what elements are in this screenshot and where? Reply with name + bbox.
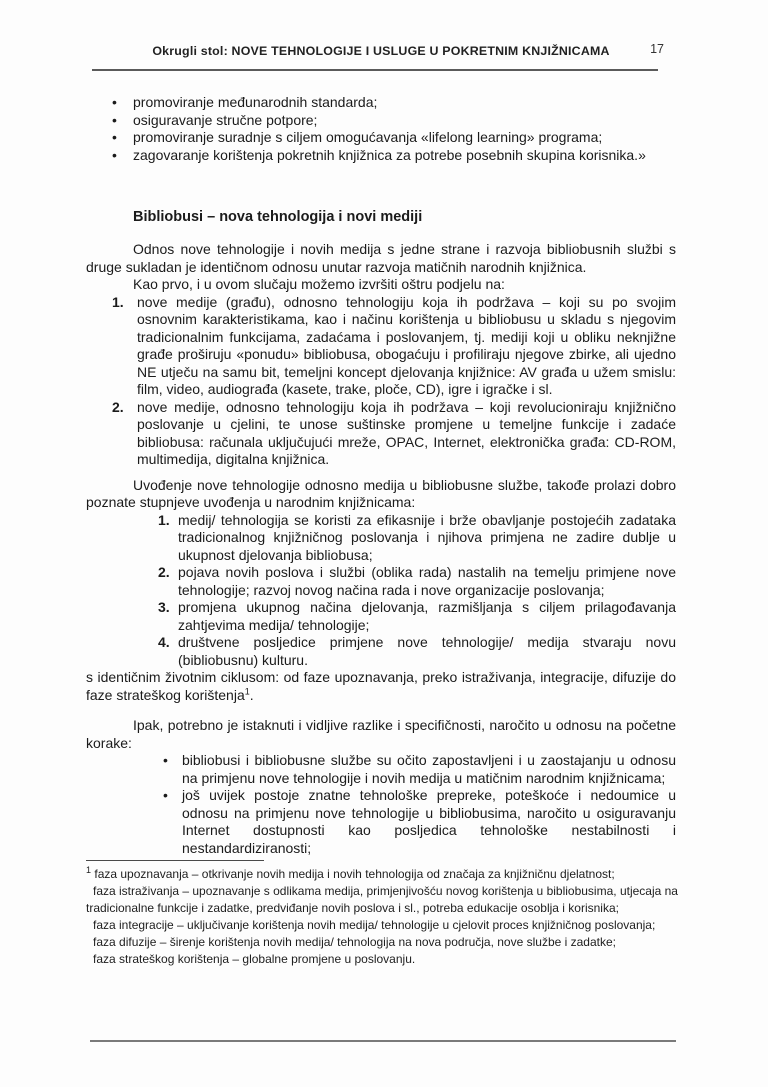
- footnote-entry: faza istraživanja – upoznavanje s odlikama medija, primjenjivošću novog korištenja u bibliobusima, utjecaja na tradicionalne funkcije i zadatke, predviđanje novih poslova i sl., potreba edukacije osoblja i korisnika;: [86, 884, 678, 915]
- bullet-icon: •: [163, 787, 168, 803]
- list-item: [86, 399, 676, 469]
- list-item-text: zagovaranje korištenja pokretnih knjižnica za potrebe posebnih skupina korisnika.»: [133, 146, 646, 163]
- remarks-bullet-list: [86, 752, 676, 857]
- list-item-text: promjena ukupnog načina djelovanja, razmišljanja s ciljem prilagođavanja zahtjevima medija/ tehnologije;: [178, 599, 676, 633]
- list-item: [86, 599, 676, 634]
- paragraph: Ipak, potrebno je istaknuti i vidljive razlike i specifičnosti, naročito u odnosu na početne korake:: [86, 717, 676, 751]
- paragraph-text: .: [249, 686, 254, 703]
- paragraph-text: s identičnim životnim ciklusom: od faze upoznavanja, preko istraživanja, integracije, difuzije do faze strateškog korištenja: [86, 669, 676, 703]
- page-number: 17: [650, 42, 664, 56]
- list-item-text: promoviranje međunarodnih standarda;: [133, 94, 378, 110]
- list-item-text: medij/ tehnologija se koristi za efikasnije i brže obavljanje postojećih zadataka tradicionalnog knjižničnog poslovanja i njihova primjena ne zadire dublje u ukupnost djelovanja bibliobusa;: [178, 511, 676, 563]
- list-item: [86, 294, 676, 399]
- list-item: [86, 787, 676, 857]
- list-number: 1.: [112, 293, 124, 310]
- bullet-icon: •: [112, 111, 117, 128]
- page-content: [86, 0, 676, 857]
- footnote-marker: 1: [86, 865, 92, 875]
- list-item-text: bibliobusi i bibliobusne službe su očito zapostavljeni i u zaostajanju u odnosu na primjenu nove tehnologije i novih medija u matičnim narodnim knjižnicama;: [182, 752, 676, 786]
- section-heading: Bibliobusi – nova tehnologija i novi mediji: [133, 209, 423, 225]
- paragraph: Kao prvo, i u ovom slučaju možemo izvršiti oštru podjelu na:: [133, 276, 505, 292]
- paragraph: [86, 669, 676, 704]
- list-item: [86, 512, 676, 565]
- list-item: [86, 752, 676, 787]
- list-item: [86, 112, 676, 130]
- list-item-text: promoviranje suradnje s ciljem omogućavanja «lifelong learning» programa;: [133, 129, 603, 145]
- list-item-text: nove medije (građu), odnosno tehnologiju koja ih podržava – koji su po svojim osnovnim karakteristikama, kao i načinu korištenja u bibliobusu u skladu s njegovim tradicionalnim funkcijama, zadaćama i poslovanjem, tj. mediji koji u obliku neknjižne građe proširuju «ponudu» bibliobusa, obogaćuju i profiliraju njegove zbirke, ali ujedno NE utječu na samu bit, temeljni koncept djelovanja knjižnice: AV građa u užem smislu: film, video, audiograđa (kasete, trake, ploče, CD), igre i igračke i sl.: [137, 293, 676, 397]
- list-item: [86, 147, 676, 165]
- footnote-entry: faza difuzije – širenje korištenja novih medija/ tehnologija na nova područja, nove službe i zadatke;: [93, 935, 616, 949]
- bullet-icon: •: [163, 752, 168, 768]
- paragraph: Odnos nove tehnologije i novih medija s jedne strane i razvoja bibliobusnih službi s druge sukladan je identičnom odnosu unutar razvoja matičnih narodnih knjižnica.: [86, 241, 676, 275]
- footnote-entry: [86, 866, 678, 883]
- list-number: 2.: [158, 564, 170, 580]
- list-item-text: društvene posljedice primjene nove tehnologije/ medija stvaraju novu (bibliobusnu) kulturu.: [178, 634, 676, 668]
- bullet-icon: •: [112, 146, 117, 163]
- footnote-block: [86, 860, 678, 968]
- list-item: [86, 634, 676, 669]
- list-item: [86, 564, 676, 599]
- footnote-entry: faza integracije – uključivanje korištenja novih medija/ tehnologije u cjelovit proces knjižničnog poslovanja;: [93, 918, 656, 932]
- intro-bullet-list: [86, 94, 676, 164]
- bullet-icon: •: [112, 129, 117, 145]
- footnote-entry: faza strateškog korištenja – globalne promjene u poslovanju.: [93, 952, 416, 966]
- footer-rule: [90, 1040, 676, 1042]
- footnote-text: faza upoznavanja – otkrivanje novih medija i novih tehnologija od značaja za knjižničnu djelatnost;: [94, 867, 615, 881]
- list-item-text: pojava novih poslova i službi (oblika rada) nastalih na temelju primjene nove tehnologije; razvoj novog načina rada i nove organizacije poslovanja;: [178, 564, 676, 598]
- list-item: [86, 129, 676, 147]
- paragraph: Uvođenje nove tehnologije odnosno medija u bibliobusne službe, takođe prolazi dobro poznate stupnjeve uvođenja u narodnim knjižnicama:: [86, 476, 676, 510]
- media-numbered-list: [86, 294, 676, 469]
- running-header: [86, 0, 676, 71]
- header-title: Okrugli stol: NOVE TEHNOLOGIJE I USLUGE U POKRETNIM KNJIŽNICAMA: [152, 44, 610, 58]
- list-number: 1.: [158, 511, 170, 528]
- list-number: 3.: [158, 599, 170, 615]
- list-item-text: osiguravanje stručne potpore;: [133, 111, 318, 128]
- bullet-icon: •: [112, 94, 117, 110]
- footnote-separator: [86, 860, 264, 861]
- list-item-text: nove medije, odnosno tehnologiju koja ih podržava – koji revolucioniraju knjižnično poslovanje u cjelini, te unose suštinske promjene u temeljne funkcije i zadaće bibliobusa: računala uključujući mreže, OPAC, Internet, elektronička građa: CD-ROM, multimedija, digitalna knjižnica.: [137, 398, 676, 467]
- list-number: 2.: [112, 398, 124, 415]
- stages-numbered-list: [86, 512, 676, 670]
- list-item-text: još uvijek postoje znatne tehnološke prepreke, poteškoće i nedoumice u odnosu na primjenu nove tehnologije u bibliobusima, naročito u osiguravanju Internet dostupnosti kao posljedica tehnološke nestabilnosti i nestandardiziranosti;: [182, 787, 676, 856]
- header-rule: [92, 69, 658, 71]
- list-item: [86, 94, 676, 112]
- list-number: 4.: [158, 634, 170, 650]
- footnote-reference: 1: [244, 685, 250, 696]
